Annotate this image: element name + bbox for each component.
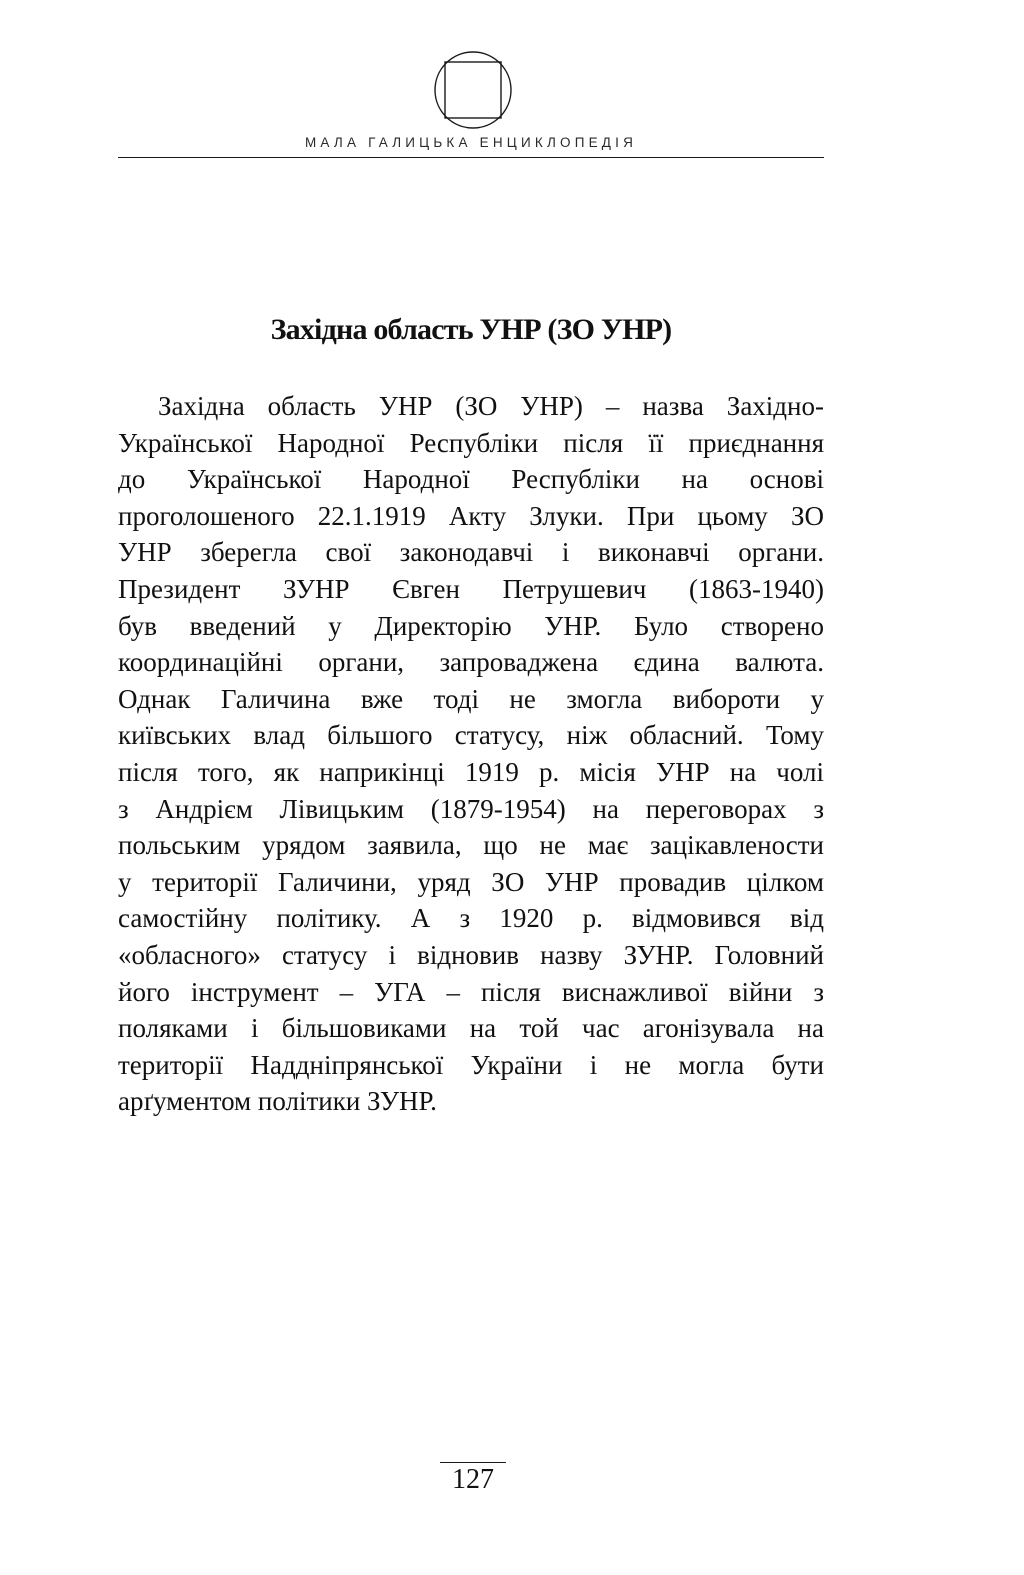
body-line: координаційні органи, запроваджена єдина валюта.: [118, 647, 824, 678]
body-line: Західна область УНР (ЗО УНР) – назва Західно-: [158, 391, 824, 421]
body-line: самостійну політику. А з 1920 р. відмовився від: [118, 903, 824, 934]
series-title: МАЛА ГАЛИЦЬКА ЕНЦИКЛОПЕДІЯ: [304, 135, 638, 150]
body-line: до Української Народної Республіки на основі: [118, 464, 824, 495]
body-line: проголошеного 22.1.1919 Акту Злуки. При цьому ЗО: [118, 500, 824, 531]
body-line: у території Галичини, уряд ЗО УНР провадив цілком: [118, 866, 824, 897]
body-line: Однак Галичина вже тоді не змогла вибороти у: [118, 683, 824, 714]
page-number: 127: [440, 1462, 506, 1497]
body-line: київських влад більшого статусу, ніж обласний. Тому: [118, 720, 824, 751]
body-line: з Андрієм Лівицьким (1879-1954) на переговорах з: [118, 793, 824, 824]
body-line: його інструмент – УГА – після виснажливої війни з: [118, 976, 824, 1007]
body-line: поляками і більшовиками на той час агонізувала на: [118, 1013, 824, 1044]
body-line: був введений у Директорію УНР. Було створено: [118, 610, 824, 641]
article-body: [118, 388, 824, 1120]
body-line: Президент ЗУНР Євген Петрушевич (1863-1940): [118, 573, 824, 604]
body-line: арґументом політики ЗУНР.: [118, 1086, 437, 1117]
body-line: Української Народної Республіки після її приєднання: [118, 427, 824, 458]
body-line: «обласного» статусу і відновив назву ЗУНР. Головний: [118, 939, 824, 970]
body-line: території Наддніпрянської України і не могла бути: [118, 1049, 824, 1080]
article-title: Західна область УНР (ЗО УНР): [270, 313, 672, 346]
body-line: після того, як наприкінці 1919 р. місія УНР на чолі: [118, 756, 824, 787]
body-line: УНР зберегла свої законодавчі і виконавчі органи.: [118, 537, 824, 568]
body-line: польським урядом заявила, що не має зацікавлености: [118, 830, 824, 861]
circle-square-emblem-icon: [433, 50, 513, 130]
header-divider: [118, 157, 824, 158]
